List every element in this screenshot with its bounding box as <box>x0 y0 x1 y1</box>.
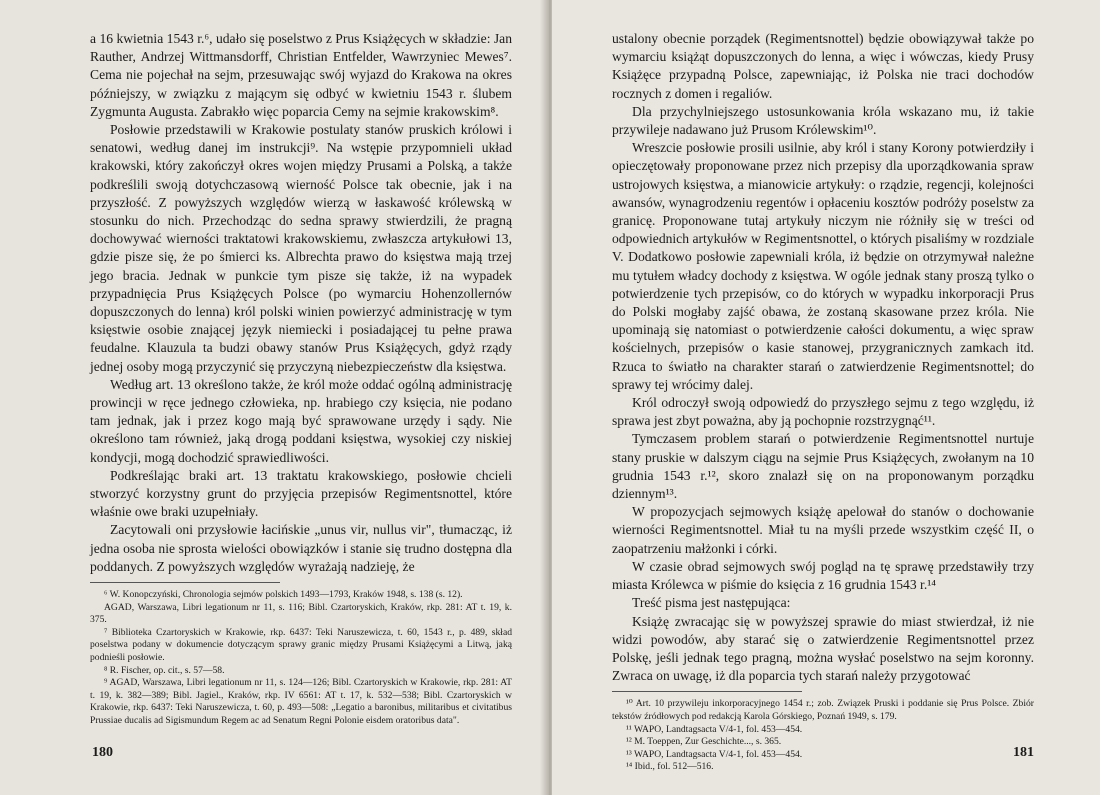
right-page <box>552 0 1100 795</box>
footnote: ¹⁴ Ibid., fol. 512—516. <box>626 761 714 773</box>
right-footnotes <box>612 698 1034 774</box>
paragraph: Treść pisma jest następująca: <box>632 595 791 611</box>
paragraph: Książę zwracając się w powyższej sprawie do miast stwierdzał, iż nie widzi powodów, aby starać się o zatwierdzenie Regimentsnottel przez Polskę, jeśli jednak tego pragną, można wysłać poselstwo na sejm koronny. Zwraca on uwagę, iż dla poparcia tych starań należy przygotować <box>612 613 1034 684</box>
paragraph: Zacytowali oni przysłowie łacińskie „unus vir, nullus vir", tłumacząc, iż jedna osoba nie sprosta wielości obowiązków i stanie się trudno dostępna dla poddanych. Z powyższych względów wyrażają nadzieję, że <box>90 522 512 574</box>
paragraph: Tymczasem problem starań o potwierdzenie Regimentsnottel nurtuje stany pruskie w dalszym ciągu na sejmie Prus Książęcych, zwołanym na 10 grudnia 1543 r.¹², skoro znalazł się on na proponowanym porządku dziennym¹³. <box>612 431 1034 502</box>
footnote: ⁷ Biblioteka Czartoryskich w Krakowie, rkp. 6437: Teki Naruszewicza, t. 60, 1543 r., p. 489, skład poselstwa podany w dokumencie dotyczącym sprawy granic między Prusami Książęcymi a Litwą, jaką podnieśli posłowie. <box>90 626 512 664</box>
paragraph: Podkreślając braki art. 13 traktatu krakowskiego, posłowie chcieli stworzyć korzystny grunt do przyjęcia przepisów Regimentsnottel, które właśnie owe braki uzupełniały. <box>90 467 512 520</box>
paragraph: a 16 kwietnia 1543 r.⁶, udało się poselstwo z Prus Książęcych w składzie: Jan Rauther, Andrzej Wittmansdorff, Christian Entfelder, Wawrzyniec Mewes⁷. Cema nie pojechał na sejm, przesuwając swój wyjazd do Krakowa na okres późniejszy, w związku z mającym się odbyć w kwietniu 1543 r. ślubem Zygmunta Augusta. Zabrakło więc poparcia Cemy na sejmie krakowskim⁸. <box>90 31 512 119</box>
footnote: ¹¹ WAPO, Landtagsacta V/4-1, fol. 453—454. <box>626 723 803 735</box>
paragraph: Dla przychylniejszego ustosunkowania króla wskazano mu, iż takie przywileje nadawano już Prusom Królewskim¹⁰. <box>612 103 1034 138</box>
page-number: 181 <box>1013 745 1034 760</box>
right-body <box>612 30 1034 685</box>
footnote: ¹³ WAPO, Landtagsacta V/4-1, fol. 453—454. <box>626 748 803 760</box>
paragraph: ustalony obecnie porządek (Regimentsnottel) będzie obowiązywał także po wymarciu książąt dopuszczonych do lenna, a więc i wówczas, kiedy Prusy Książęce przypadną Polsce, zapewniając, iż Polska nie traci dochodów rocznych z domen i regaliów. <box>612 31 1034 101</box>
paragraph: Posłowie przedstawili w Krakowie postulaty stanów pruskich królowi i senatowi, według danej im instrukcji⁹. Na wstępie przypomnieli układ krakowski, który zakończył okres wojen między Prusami a Polską, a także podkreślili swoją dotychczasową wierność Polsce tak obecnie, jak i na przyszłość. Z powyższych względów wierzą w łaskawość królewską w stosunku do nich. Przechodząc do sedna sprawy stwierdzili, że pragną dochowywać wierności traktatowi krakowskiemu, zwłaszcza artykułowi 13, gdzie pisze się, że po śmierci ks. Albrechta prawo do księstwa mają trzej jego bracia. Jednak w punkcie tym pisze się także, iż na wypadek przypadnięcia Prus Książęcych Polsce (po wymarciu Hohenzollernów dopuszczonych do lenna) król polski winien powierzyć administrację w tym księstwie osobie znającej język niemiecki i posiadającej tu pełne prawa feudalne. Klauzula ta budzi obawy stanów Prus Książęcych, gdyż rządy jednej osoby mogą przyczynić się przyczyną niebezpieczeństw dla księstwa. <box>90 122 512 374</box>
footnote: ¹⁰ Art. 10 przywileju inkorporacyjnego 1454 r.; zob. Związek Pruski i poddanie się Prus Polsce. Zbiór tekstów źródłowych pod redakcją Karola Górskiego, Poznań 1949, s. 179. <box>612 698 1034 722</box>
paragraph: W czasie obrad sejmowych swój pogląd na tę sprawę przedstawiły trzy miasta Królewca w piśmie do księcia z 16 grudnia 1543 r.¹⁴ <box>612 558 1034 593</box>
page-number: 180 <box>92 745 113 760</box>
paragraph: Wreszcie posłowie prosili usilnie, aby król i stany Korony potwierdziły i opieczętowały proponowane przez nich przepisy dla uporządkowania spraw ustrojowych księstwa, a mianowicie artykuły: o rządzie, regencji, kolejności awansów, wynagrodzeniu regentów i opłaceniu kosztów podróży poselstw za granicę. Proponowane tutaj artykuły niczym nie różniły się w treści od odpowiednich artykułów w Regimentsnottel, o których pisaliśmy w rozdziale V. Dodatkowo posłowie zapewniali króla, iż będzie on otrzymywał należne mu tytułem władcy dochody z księstwa. W ogóle jednak stany proszą tylko o potwierdzenie tych przepisów, co do których w wypadku inkorporacji Prus do Polski mogłaby zajść obawa, że zostaną skasowane przez króla. Nie upominają się natomiast o potwierdzenie całości dokumentu, a więc spraw kościelnych, przepisów o kasie stanowej, przygranicznych zamkach itd. Rzuca to światło na charakter starań o zatwierdzenie Regimentsnottel; do sprawy tej wrócimy dalej. <box>612 140 1034 392</box>
paragraph: Król odroczył swoją odpowiedź do przyszłego sejmu z tego względu, iż sprawa jest zbyt poważna, aby ją pochopnie rozstrzygnąć¹¹. <box>612 395 1034 429</box>
left-page <box>0 0 548 795</box>
footnote: AGAD, Warszawa, Libri legationum nr 11, s. 116; Bibl. Czartoryskich, Kraków, rkp. 281: AT t. 19, k. 375. <box>90 601 512 626</box>
paragraph: W propozycjach sejmowych książę apelował do stanów o dochowanie wierności Regimentsnottel. Miał tu na myśli przede wszystkim część II, o zaopatrzeniu małżonki i córki. <box>612 504 1034 556</box>
footnote-rule <box>90 582 280 583</box>
footnote: ¹² M. Toeppen, Zur Geschichte..., s. 365. <box>626 736 782 748</box>
footnote-rule <box>612 691 802 692</box>
left-body <box>90 30 512 576</box>
left-footnotes <box>90 589 512 728</box>
footnote: ⁹ AGAD, Warszawa, Libri legationum nr 11, s. 124—126; Bibl. Czartoryskich w Krakowie, rkp. 281: AT t. 19, k. 382—389; Bibl. Jagiel., Kraków, rkp. IV 6561: AT t. 17, k. 532—538; Bibl. Czartoryskich w Krakowie, rkp. 6437: Teki Naruszewicza, t. 60, p. 493—508: „Legatio a baronibus, militaribus et civitatibus Prussiae ducalis ad Sigismundum Regem ac ad Senatum Regni Polonie eisdem oratoribus data". <box>90 677 512 727</box>
paragraph: Według art. 13 określono także, że król może oddać ogólną administrację prowincji w ręce jednego człowieka, np. hrabiego czy księcia, nie podano tam jednak, jak i przez kogo mają być sprawowane urzędy i sądy. Nie określono tam również, jaką drogą poddani księstwa, wysokiej czy niskiej kondycji, mogą dochodzić sprawiedliwości. <box>90 376 512 465</box>
footnote: ⁶ W. Konopczyński, Chronologia sejmów polskich 1493—1793, Kraków 1948, s. 138 (s. 12). <box>104 589 463 601</box>
footnote: ⁸ R. Fischer, op. cit., s. 57—58. <box>104 664 225 676</box>
